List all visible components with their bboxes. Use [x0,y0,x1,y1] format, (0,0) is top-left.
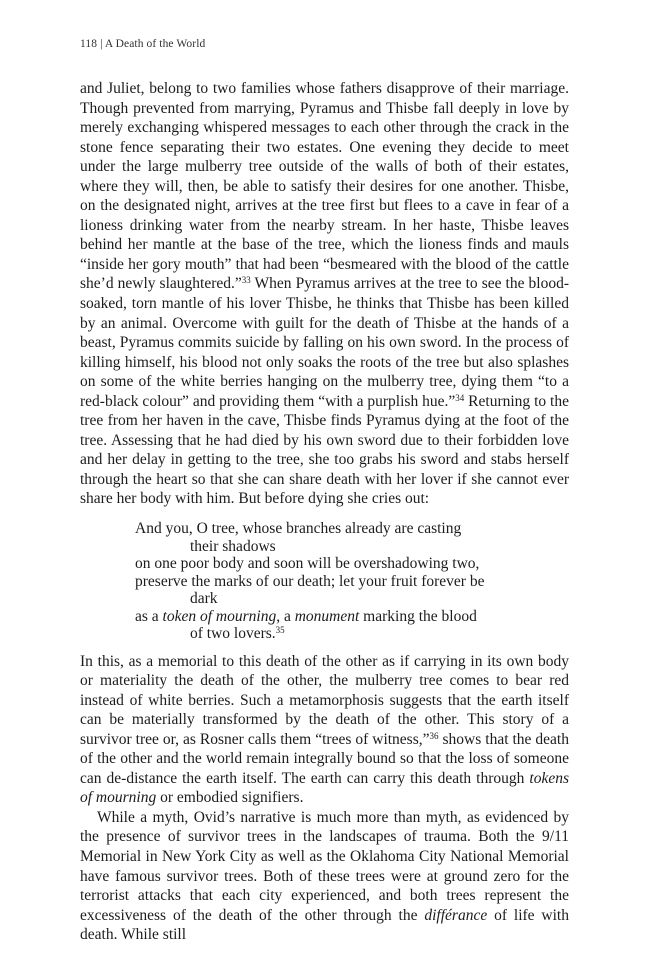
text-run: Returning to the tree from her haven in the cave, Thisbe finds Pyramus dying at the foot of the tree. Assessing that he had died by his own sword due to their forbidden love and her delay in getting to the tree, she too grabs his sword and stabs herself through the heart so that she can share death with her lover if she cannot ever share her body with him. But before dying she cries out: [80,392,569,508]
text-run: or embodied signifiers. [156,789,304,807]
footnote-ref: 34 [455,392,465,403]
text-run: shows that the death of the other and the world remain integrally bound so that the loss of someone can de-distance the earth itself. The earth can carry this death through [80,730,569,787]
text-run: of life with death. While still [80,906,569,944]
text-run: of two lovers. [190,625,276,643]
text-run: In this, as a memorial to this death of the other as if carrying in its own body or materiality the death of the other, the mulberry tree comes to bear red instead of white berries. Such a metamorphosis suggests that the earth itself can be materially transformed by the death of the other. This story of a survivor tree or, as Rosner calls them “trees of witness,” [80,652,569,748]
paragraph [80,79,569,509]
verse-line-turnover [135,590,569,608]
emphasis-text: tokens of mourning [80,769,569,807]
text-run: And you, O tree, whose branches already are casting [135,520,462,538]
verse-line-turnover [135,625,569,643]
footnote-ref: 33 [241,275,251,286]
emphasis-text: monument [294,607,360,625]
verse-line [135,520,569,538]
text-run: as a [135,607,163,625]
text-run: , a [276,607,295,625]
paragraph [80,652,569,808]
text-run: When Pyramus arrives at the tree to see the blood-soaked, torn mantle of his lover Thisbe, he thinks that Thisbe has been killed by an animal. Overcome with guilt for the death of Thisbe at the hands of a beast, Pyramus commits suicide by falling on his own sword. In the process of killing himself, his blood not only soaks the roots of the tree but also splashes on some of the white berries hanging on the mulberry tree, dying them “to a red-black colour” and providing them “with a purplish hue.” [80,275,569,410]
running-head: 118 | A Death of the World [80,38,206,50]
text-run: dark [190,590,218,608]
text-run: marking the blood [359,607,477,625]
verse-line [135,555,569,573]
paragraph [80,808,569,945]
verse-block [135,520,569,643]
body-text [80,79,569,945]
verse-line-turnover [135,538,569,556]
text-run: on one poor body and soon will be overshadowing two, [135,555,480,573]
text-run: preserve the marks of our death; let your fruit forever be [135,572,485,590]
text-run: and Juliet, belong to two families whose fathers disapprove of their marriage. Though prevented from marrying, Pyramus and Thisbe fall deeply in love by merely exchanging whispered messages to each other through the crack in the stone fence separating their two estates. One evening they decide to meet under the large mulberry tree outside of the walls of both of their estates, where they will, then, be able to satisfy their desires for one another. Thisbe, on the designated night, arrives at the tree first but flees to a cave in fear of a lioness drinking water from the nearby stream. In her haste, Thisbe leaves behind her mantle at the base of the tree, which the lioness finds and mauls “inside her gory mouth” that had been “besmeared with the blood of the cattle she’d newly slaughtered.” [80,80,569,293]
emphasis-text: token of mourning [162,607,277,625]
verse-line [135,608,569,626]
footnote-ref: 35 [275,625,285,636]
text-run: While a myth, Ovid’s narrative is much more than myth, as evidenced by the presence of survivor trees in the landscapes of trauma. Both the 9/11 Memorial in New York City as well as the Oklahoma City National Memorial have famous survivor trees. Both of these trees were at ground zero for the terrorist attacks that each city experienced, and both trees represent the excessiveness of the death of the other through the [80,808,569,924]
emphasis-text: différance [424,906,488,924]
verse-line [135,573,569,591]
footnote-ref: 36 [429,730,439,741]
text-run: their shadows [190,537,276,555]
